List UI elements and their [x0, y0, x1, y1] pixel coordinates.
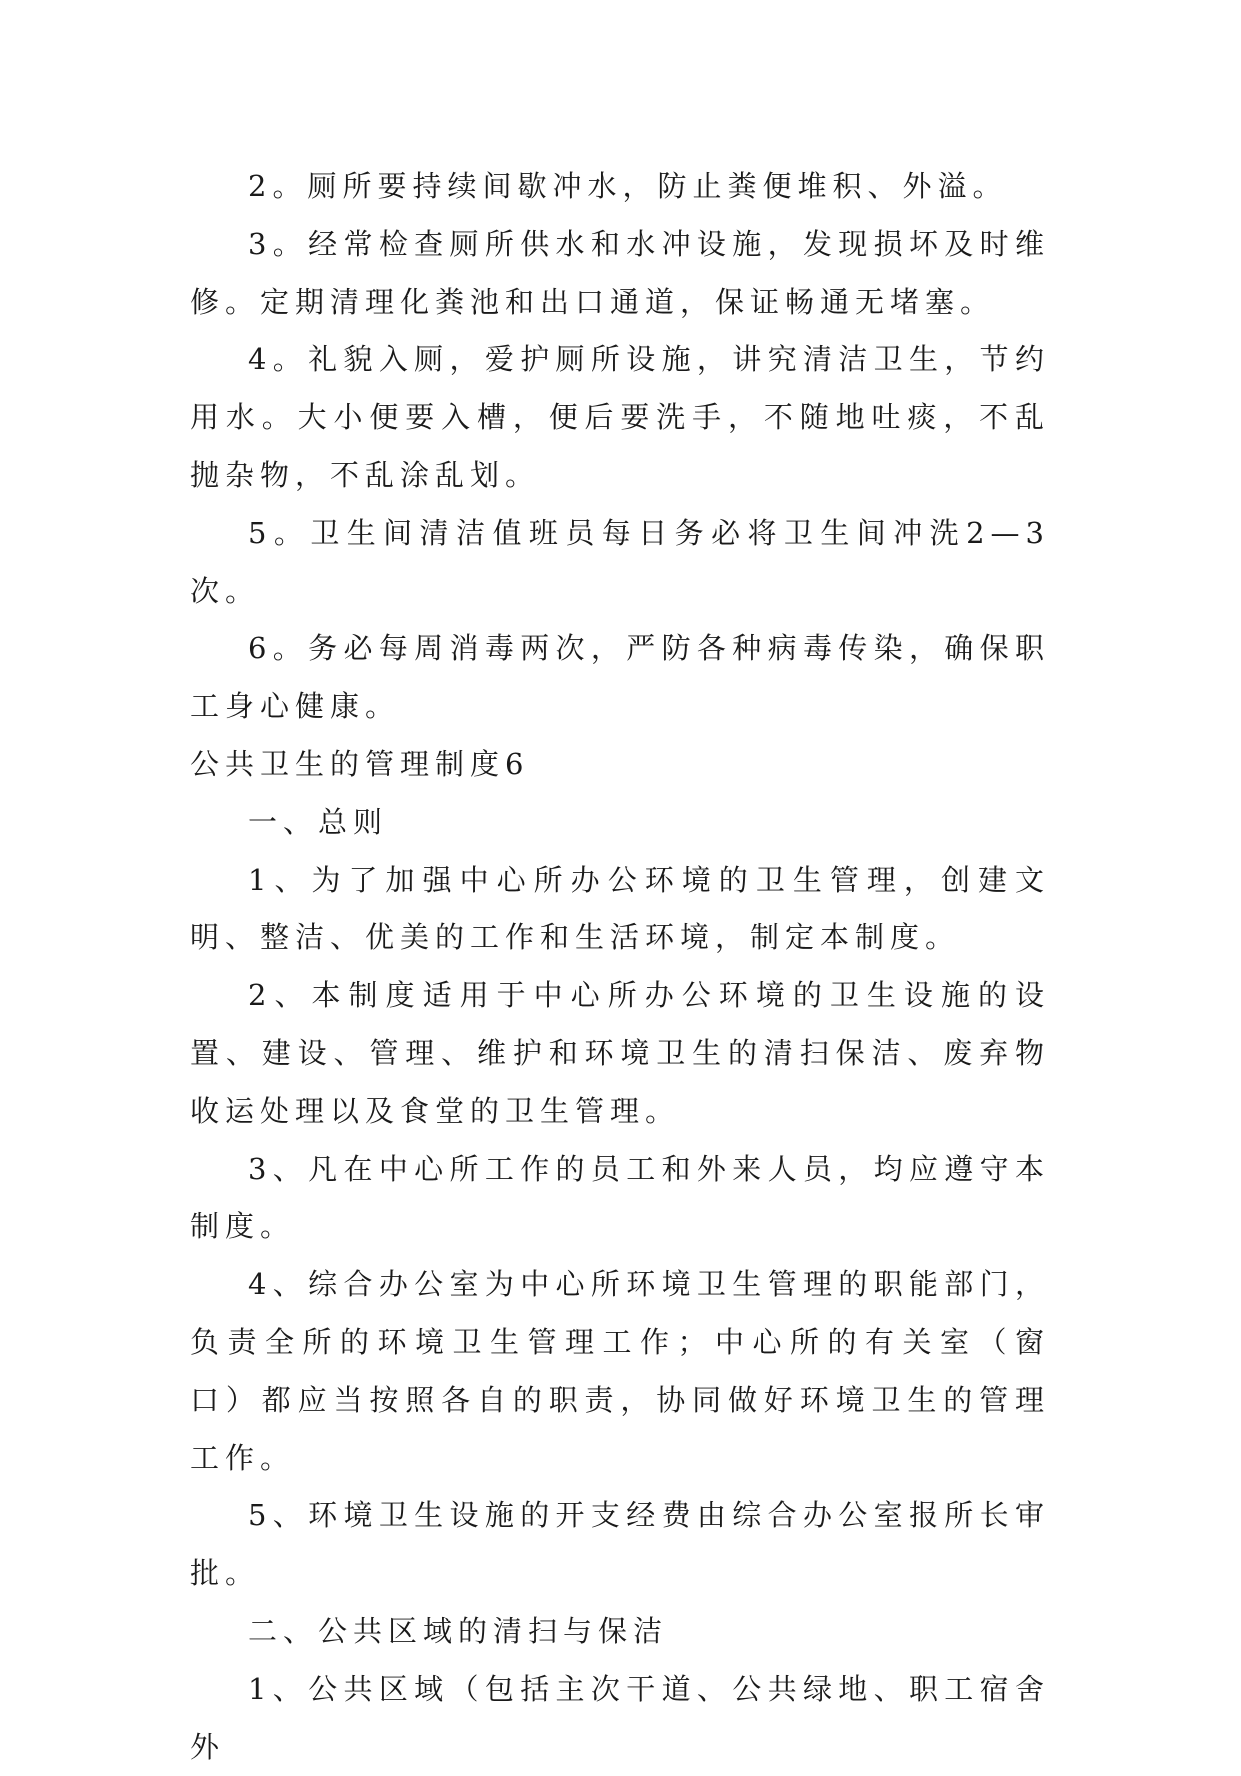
section-heading: 一、总则 [248, 804, 389, 839]
paragraph: 2。厕所要持续间歇冲水，防止粪便堆积、外溢。 [248, 169, 1008, 203]
paragraph: 3。经常检查厕所供水和水冲设施，发现损坏及时维修。定期清理化粪池和出口通道，保证畅通无堵塞。 [190, 226, 1050, 319]
paragraph: 1、为了加强中心所办公环境的卫生管理，创建文明、整洁、优美的工作和生活环境，制定本制度。 [190, 862, 1050, 955]
paragraph: 3、凡在中心所工作的员工和外来人员，均应遵守本制度。 [190, 1151, 1050, 1244]
paragraph: 5。卫生间清洁值班员每日务必将卫生间冲洗2—3次。 [190, 515, 1050, 608]
paragraph: 4、综合办公室为中心所环境卫生管理的职能部门，负责全所的环境卫生管理工作；中心所的有关室（窗口）都应当按照各自的职责，协同做好环境卫生的管理工作。 [190, 1267, 1050, 1475]
paragraph: 1、公共区域（包括主次干道、公共绿地、职工宿舍外 [190, 1671, 1050, 1764]
paragraph: 6。务必每周消毒两次，严防各种病毒传染，确保职工身心健康。 [190, 631, 1050, 724]
section-heading: 二、公共区域的清扫与保洁 [248, 1613, 669, 1648]
document-body [190, 158, 1050, 1776]
paragraph: 4。礼貌入厕，爱护厕所设施，讲究清洁卫生，节约用水。大小便要入槽，便后要洗手，不随地吐痰，不乱抛杂物，不乱涂乱划。 [190, 342, 1050, 492]
section-title: 公共卫生的管理制度6 [190, 746, 530, 781]
paragraph: 2、本制度适用于中心所办公环境的卫生设施的设置、建设、管理、维护和环境卫生的清扫保洁、废弃物收运处理以及食堂的卫生管理。 [190, 978, 1050, 1128]
paragraph: 5、环境卫生设施的开支经费由综合办公室报所长审批。 [190, 1498, 1050, 1591]
